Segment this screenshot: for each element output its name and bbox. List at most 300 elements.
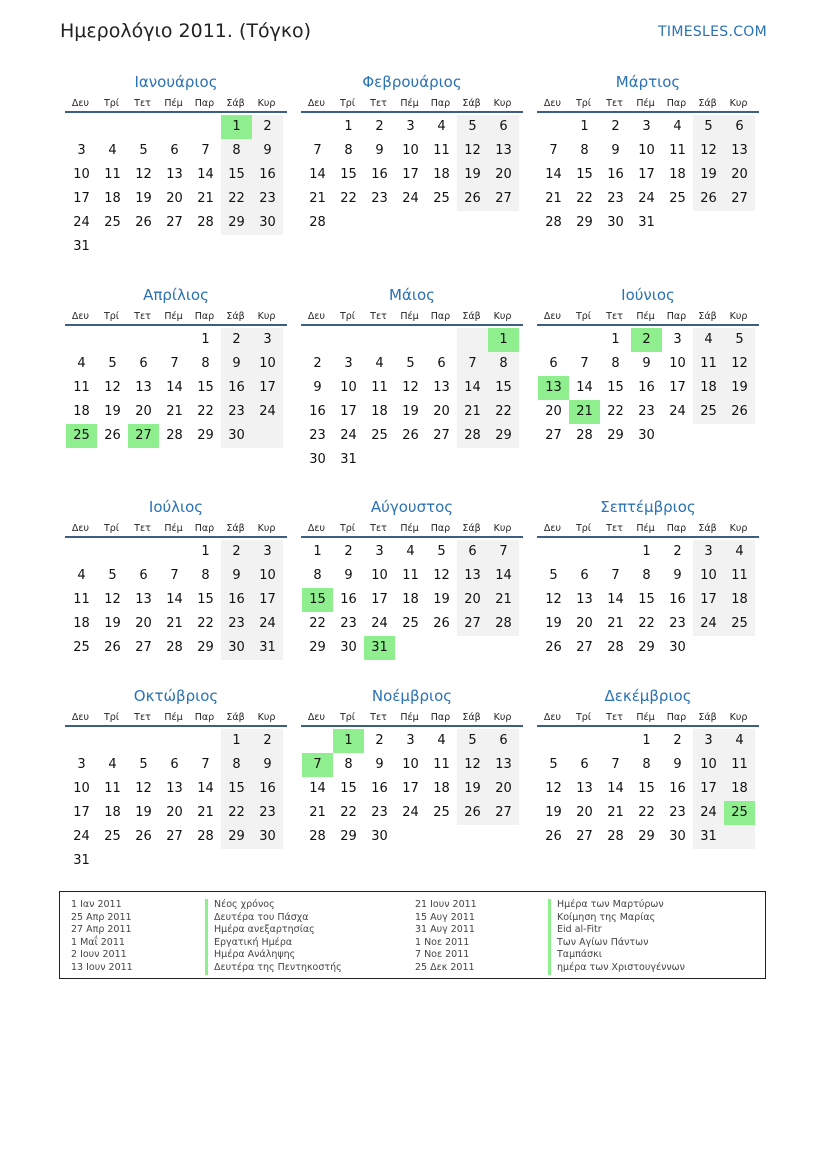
day-cell: 30 (371, 829, 388, 844)
day-cell: 26 (457, 801, 488, 825)
holiday-dates-col-2 (415, 899, 477, 975)
day-cell: 15 (607, 380, 624, 395)
day-cell: 30 (252, 211, 283, 235)
empty-cell (600, 729, 631, 753)
weekday-label: Πέμ (164, 98, 183, 109)
day-cell: 1 (221, 729, 252, 753)
day-cell: 12 (693, 139, 724, 163)
day-cell: 12 (545, 592, 562, 607)
day-cell: 10 (73, 781, 90, 796)
day-grid (302, 729, 519, 849)
day-cell: 5 (457, 115, 488, 139)
day-cell: 6 (170, 143, 179, 158)
weekday-label: Κυρ (257, 311, 276, 322)
weekday-header (65, 518, 287, 538)
month-name: Νοέμβριος (371, 687, 453, 705)
month-calendar (65, 71, 287, 259)
weekday-label: Πέμ (636, 98, 655, 109)
day-cell: 14 (197, 781, 214, 796)
day-cell: 6 (139, 568, 148, 583)
day-cell: 23 (669, 616, 686, 631)
day-cell: 3 (375, 544, 384, 559)
holiday-names-col-1 (205, 899, 342, 975)
day-cell: 25 (402, 616, 419, 631)
day-cell: 27 (724, 187, 755, 211)
day-cell: 28 (545, 215, 562, 230)
day-cell: 29 (221, 825, 252, 849)
day-cell: 23 (371, 191, 388, 206)
day-cell: 11 (693, 352, 724, 376)
day-cell: 21 (309, 805, 326, 820)
day-cell: 27 (545, 428, 562, 443)
day-cell: 22 (638, 805, 655, 820)
day-cell: 12 (104, 380, 121, 395)
holiday-date: 21 Ιουν 2011 (415, 899, 477, 910)
weekday-label: Σάβ (226, 98, 245, 109)
day-cell: 26 (545, 640, 562, 655)
day-cell: 1 (642, 544, 651, 559)
weekday-label: Δευ (307, 523, 326, 534)
day-cell: 23 (309, 428, 326, 443)
day-cell: 20 (135, 616, 152, 631)
weekday-label: Κυρ (729, 311, 748, 322)
empty-cell (724, 636, 755, 660)
day-cell: 23 (371, 805, 388, 820)
day-cell: 25 (669, 191, 686, 206)
day-cell: 6 (170, 757, 179, 772)
day-cell: 2 (252, 115, 283, 139)
day-cell: 25 (66, 424, 97, 448)
month-name: Μάιος (389, 286, 435, 304)
day-cell: 27 (166, 829, 183, 844)
holiday-names-col-2 (548, 899, 685, 975)
day-grid (302, 115, 519, 235)
empty-cell (97, 849, 128, 873)
holiday-date: 1 Νοε 2011 (415, 936, 470, 948)
weekday-label: Σάβ (698, 98, 717, 109)
day-cell: 7 (170, 356, 179, 371)
day-cell: 27 (576, 829, 593, 844)
empty-cell (693, 636, 724, 660)
day-cell: 21 (166, 404, 183, 419)
day-cell: 8 (344, 143, 353, 158)
month-calendar (537, 496, 759, 660)
holiday-date: 25 Απρ 2011 (71, 911, 132, 923)
day-cell: 25 (73, 640, 90, 655)
day-cell: 23 (252, 801, 283, 825)
empty-cell (538, 729, 569, 753)
day-cell: 1 (201, 544, 210, 559)
day-cell: 13 (433, 380, 450, 395)
weekday-label: Τετ (606, 311, 623, 322)
day-cell: 18 (693, 376, 724, 400)
weekday-label: Τρί (339, 98, 356, 109)
day-cell: 30 (221, 424, 252, 448)
empty-cell (66, 328, 97, 352)
day-cell: 9 (642, 356, 651, 371)
month-name: Ιανουάριος (134, 73, 218, 91)
day-cell: 24 (693, 612, 724, 636)
day-cell: 15 (197, 592, 214, 607)
weekday-label: Τρί (339, 712, 356, 723)
empty-cell (662, 424, 693, 448)
holiday-date: 25 Δεκ 2011 (415, 961, 475, 973)
day-cell: 5 (406, 356, 415, 371)
day-cell: 8 (221, 139, 252, 163)
empty-cell (600, 540, 631, 564)
day-cell: 13 (538, 376, 569, 400)
day-cell: 1 (201, 332, 210, 347)
empty-cell (190, 235, 221, 259)
day-cell: 22 (340, 191, 357, 206)
weekday-header (537, 306, 759, 326)
day-cell: 12 (457, 139, 488, 163)
day-cell: 7 (457, 352, 488, 376)
day-cell: 31 (73, 239, 90, 254)
day-cell: 21 (545, 191, 562, 206)
day-cell: 30 (340, 640, 357, 655)
day-grid (538, 328, 755, 448)
day-cell: 22 (576, 191, 593, 206)
day-cell: 30 (669, 829, 686, 844)
empty-cell (221, 849, 252, 873)
weekday-label: Τετ (134, 311, 151, 322)
day-cell: 20 (724, 163, 755, 187)
day-cell: 8 (580, 143, 589, 158)
day-cell: 7 (170, 568, 179, 583)
day-cell: 17 (402, 781, 419, 796)
day-cell: 23 (669, 805, 686, 820)
day-cell: 30 (309, 452, 326, 467)
weekday-label: Τετ (134, 98, 151, 109)
day-cell: 9 (611, 143, 620, 158)
holiday-date: 27 Απρ 2011 (71, 924, 132, 936)
day-cell: 18 (433, 781, 450, 796)
day-cell: 6 (437, 356, 446, 371)
day-cell: 12 (724, 352, 755, 376)
month-name: Αύγουστος (370, 498, 454, 516)
day-cell: 19 (545, 805, 562, 820)
empty-cell (128, 849, 159, 873)
day-cell: 24 (252, 612, 283, 636)
weekday-label: Τετ (134, 712, 151, 723)
day-cell: 20 (488, 163, 519, 187)
day-cell: 2 (673, 544, 682, 559)
day-cell: 2 (313, 356, 322, 371)
day-cell: 10 (252, 352, 283, 376)
empty-cell (538, 115, 569, 139)
weekday-label: Δευ (307, 311, 326, 322)
weekday-label: Σάβ (462, 523, 481, 534)
day-cell: 6 (488, 115, 519, 139)
day-cell: 14 (197, 167, 214, 182)
weekday-label: Παρ (194, 523, 215, 534)
day-cell: 20 (488, 777, 519, 801)
weekday-label: Σάβ (462, 98, 481, 109)
day-cell: 16 (221, 376, 252, 400)
day-cell: 24 (693, 801, 724, 825)
day-cell: 16 (252, 777, 283, 801)
day-cell: 22 (221, 801, 252, 825)
day-cell: 20 (166, 191, 183, 206)
weekday-label: Παρ (430, 98, 451, 109)
empty-cell (364, 328, 395, 352)
day-cell: 5 (139, 757, 148, 772)
holiday-list (59, 891, 766, 979)
weekday-label: Πέμ (636, 712, 655, 723)
month-name: Απρίλιος (143, 286, 209, 304)
weekday-label: Πέμ (400, 98, 419, 109)
holiday-date: 31 Αυγ 2011 (415, 924, 475, 936)
holiday-name: Ημέρα Ανάληψης (205, 949, 342, 962)
empty-cell (426, 211, 457, 235)
empty-cell (426, 328, 457, 352)
holiday-date: 7 Νοε 2011 (415, 949, 470, 961)
day-cell: 8 (221, 753, 252, 777)
empty-cell (724, 211, 755, 235)
empty-cell (693, 211, 724, 235)
day-cell: 7 (201, 757, 210, 772)
day-cell: 14 (309, 167, 326, 182)
weekday-label: Κυρ (257, 523, 276, 534)
day-cell: 31 (252, 636, 283, 660)
day-cell: 12 (135, 781, 152, 796)
day-cell: 1 (313, 544, 322, 559)
day-cell: 14 (576, 380, 593, 395)
empty-cell (569, 729, 600, 753)
empty-cell (252, 424, 283, 448)
day-cell: 8 (201, 356, 210, 371)
day-cell: 25 (724, 801, 755, 825)
weekday-label: Σάβ (698, 712, 717, 723)
empty-cell (221, 235, 252, 259)
day-cell: 6 (488, 729, 519, 753)
weekday-label: Κυρ (729, 712, 748, 723)
day-cell: 20 (433, 404, 450, 419)
day-cell: 30 (252, 825, 283, 849)
day-cell: 4 (693, 328, 724, 352)
day-cell: 7 (611, 757, 620, 772)
day-cell: 26 (135, 215, 152, 230)
day-cell: 9 (252, 753, 283, 777)
holiday-date: 15 Αυγ 2011 (415, 911, 475, 923)
day-cell: 25 (433, 191, 450, 206)
empty-cell (426, 636, 457, 660)
day-cell: 12 (402, 380, 419, 395)
day-cell: 4 (108, 143, 117, 158)
holiday-date: 1 Ιαν 2011 (71, 899, 122, 910)
month-calendar (537, 71, 759, 235)
day-cell: 16 (309, 404, 326, 419)
day-cell: 19 (724, 376, 755, 400)
month-calendar (65, 284, 287, 448)
weekday-label: Τρί (103, 523, 120, 534)
weekday-label: Τρί (575, 98, 592, 109)
day-cell: 15 (221, 777, 252, 801)
empty-cell (569, 540, 600, 564)
day-cell: 1 (333, 729, 364, 753)
day-cell: 17 (638, 167, 655, 182)
day-cell: 6 (457, 540, 488, 564)
day-cell: 12 (433, 568, 450, 583)
day-cell: 3 (252, 328, 283, 352)
day-cell: 8 (313, 568, 322, 583)
day-cell: 10 (693, 564, 724, 588)
holiday-name: Δευτέρα του Πάσχα (205, 912, 342, 925)
day-cell: 15 (340, 781, 357, 796)
day-cell: 27 (457, 612, 488, 636)
empty-cell (364, 448, 395, 472)
empty-cell (128, 328, 159, 352)
day-grid (302, 328, 519, 472)
day-cell: 1 (611, 332, 620, 347)
day-cell: 11 (402, 568, 419, 583)
day-cell: 16 (371, 167, 388, 182)
day-cell: 12 (545, 781, 562, 796)
weekday-label: Δευ (307, 98, 326, 109)
weekday-label: Τρί (339, 311, 356, 322)
day-cell: 15 (638, 781, 655, 796)
holiday-name: ημέρα των Χριστουγέννων (548, 962, 685, 975)
day-cell: 9 (344, 568, 353, 583)
day-cell: 22 (638, 616, 655, 631)
day-cell: 24 (669, 404, 686, 419)
month-name: Μάρτιος (615, 73, 681, 91)
day-cell: 2 (221, 328, 252, 352)
empty-cell (488, 636, 519, 660)
day-cell: 26 (545, 829, 562, 844)
day-cell: 30 (669, 640, 686, 655)
holiday-name: Εργατική Ημέρα (205, 937, 342, 950)
empty-cell (97, 540, 128, 564)
empty-cell (66, 540, 97, 564)
weekday-label: Σάβ (226, 712, 245, 723)
day-cell: 4 (77, 568, 86, 583)
day-cell: 9 (375, 757, 384, 772)
day-cell: 4 (375, 356, 384, 371)
day-cell: 13 (166, 167, 183, 182)
day-cell: 7 (580, 356, 589, 371)
day-cell: 21 (607, 616, 624, 631)
day-cell: 16 (371, 781, 388, 796)
day-cell: 11 (724, 753, 755, 777)
day-cell: 17 (693, 588, 724, 612)
day-cell: 4 (406, 544, 415, 559)
day-cell: 4 (437, 733, 446, 748)
day-cell: 10 (638, 143, 655, 158)
empty-cell (569, 328, 600, 352)
day-cell: 10 (693, 753, 724, 777)
day-cell: 3 (252, 540, 283, 564)
day-cell: 15 (221, 163, 252, 187)
day-cell: 14 (166, 592, 183, 607)
day-cell: 1 (488, 328, 519, 352)
weekday-label: Πέμ (400, 523, 419, 534)
holiday-name: Των Αγίων Πάντων (548, 937, 685, 950)
day-cell: 23 (638, 404, 655, 419)
day-cell: 19 (545, 616, 562, 631)
day-cell: 28 (309, 829, 326, 844)
day-cell: 17 (252, 588, 283, 612)
day-cell: 26 (457, 187, 488, 211)
day-cell: 7 (313, 143, 322, 158)
weekday-label: Τρί (103, 98, 120, 109)
weekday-label: Παρ (430, 311, 451, 322)
weekday-header (301, 518, 523, 538)
day-cell: 17 (371, 592, 388, 607)
day-cell: 31 (693, 825, 724, 849)
weekday-header (537, 707, 759, 727)
day-cell: 15 (638, 592, 655, 607)
day-cell: 16 (607, 167, 624, 182)
day-cell: 28 (197, 829, 214, 844)
day-cell: 31 (73, 853, 90, 868)
day-cell: 15 (488, 376, 519, 400)
day-cell: 3 (673, 332, 682, 347)
day-cell: 21 (457, 400, 488, 424)
day-cell: 11 (433, 143, 450, 158)
day-cell: 22 (607, 404, 624, 419)
weekday-label: Τετ (370, 712, 387, 723)
day-cell: 19 (402, 404, 419, 419)
day-cell: 13 (488, 753, 519, 777)
day-cell: 27 (433, 428, 450, 443)
brand-link[interactable]: TIMESLES.COM (658, 24, 767, 40)
empty-cell (302, 729, 333, 753)
holiday-name: Ημέρα των Μαρτύρων (548, 899, 685, 912)
weekday-label: Σάβ (226, 523, 245, 534)
day-cell: 3 (406, 733, 415, 748)
weekday-header (537, 518, 759, 538)
day-grid (538, 540, 755, 660)
holiday-date: 2 Ιουν 2011 (71, 949, 127, 961)
day-cell: 11 (433, 757, 450, 772)
day-cell: 7 (302, 753, 333, 777)
day-cell: 16 (340, 592, 357, 607)
holiday-dates-col-1 (71, 899, 133, 975)
weekday-label: Πέμ (164, 523, 183, 534)
day-cell: 7 (488, 540, 519, 564)
day-cell: 19 (457, 163, 488, 187)
empty-cell (395, 448, 426, 472)
day-cell: 13 (724, 139, 755, 163)
day-cell: 4 (724, 729, 755, 753)
day-cell: 6 (580, 568, 589, 583)
weekday-label: Σάβ (226, 311, 245, 322)
weekday-label: Δευ (71, 98, 90, 109)
day-grid (66, 540, 283, 660)
day-cell: 4 (108, 757, 117, 772)
day-cell: 26 (402, 428, 419, 443)
day-cell: 4 (673, 119, 682, 134)
day-cell: 8 (488, 352, 519, 376)
weekday-label: Παρ (194, 98, 215, 109)
day-cell: 18 (433, 167, 450, 182)
weekday-label: Τετ (606, 523, 623, 534)
day-cell: 17 (693, 777, 724, 801)
day-cell: 8 (642, 757, 651, 772)
day-cell: 2 (673, 733, 682, 748)
day-cell: 3 (693, 540, 724, 564)
day-cell: 16 (669, 781, 686, 796)
day-cell: 19 (433, 592, 450, 607)
holiday-name: Νέος χρόνος (205, 899, 342, 912)
day-cell: 29 (197, 640, 214, 655)
day-cell: 29 (488, 424, 519, 448)
day-cell: 13 (135, 592, 152, 607)
day-grid (538, 729, 755, 849)
day-cell: 19 (457, 777, 488, 801)
